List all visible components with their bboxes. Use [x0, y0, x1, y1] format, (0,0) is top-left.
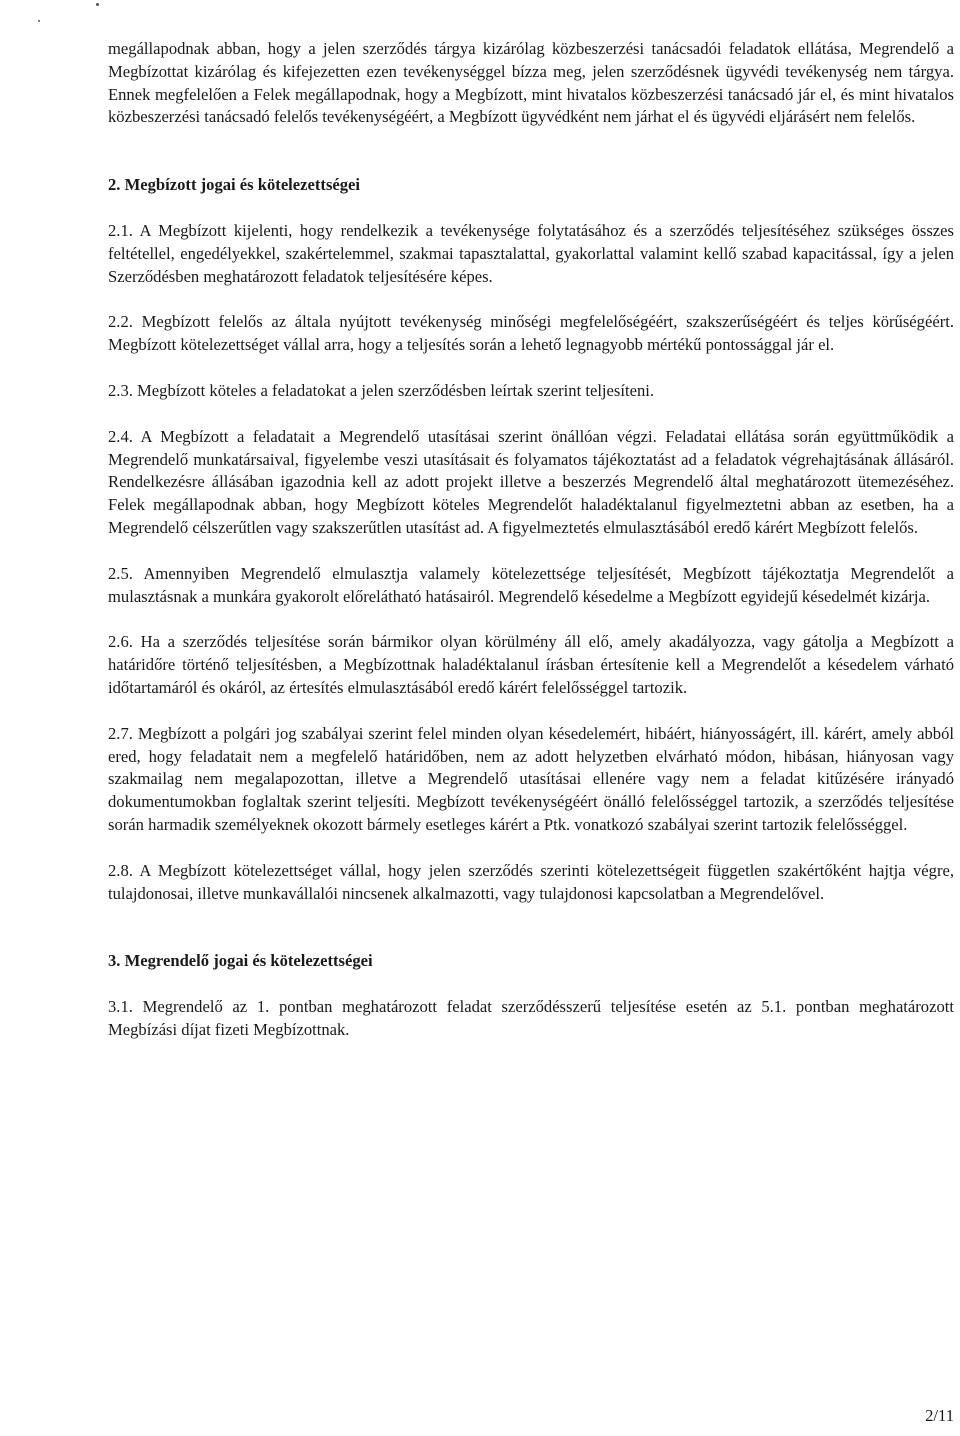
scan-speck-left	[38, 20, 40, 22]
page-number: 2/11	[925, 1406, 954, 1425]
clause-2-1: 2.1. A Megbízott kijelenti, hogy rendelkezik a tevékenysége folytatásához és a szerződés teljesítéséhez szükséges összes feltétellel, engedélyekkel, szakértelemmel, szakmai tapasztalattal, gyakorlattal valamint kellő szabad kapacitással, így a jelen Szerződésben meghatározott feladatok teljesítésére képes.	[108, 220, 954, 286]
spacer	[108, 403, 954, 426]
clause-2-7: 2.7. Megbízott a polgári jog szabályai szerint felel minden olyan késedelemért, hibáért, hiányosságért, ill. kárért, amely abból ered, hogy feladatait nem a megfelelő határidőben, nem az adott helyzetben elvárható módon, hibásan, hiányosan vagy szakmailag nem megalapozottan, illetve a Megrendelő utasításai ellenére vagy nem a feladat kitűzésére irányadó dokumentumokban foglaltak szerint teljesíti. Megbízott tevékenységéért önálló felelősséggel tartozik, a szerződés teljesítése során harmadik személyeknek okozott bármely esetleges kárért a Ptk. vonatkozó szabályai szerint tartozik felelősséggel.	[108, 723, 954, 834]
spacer	[108, 288, 954, 311]
spacer	[108, 357, 954, 380]
intro-paragraph: megállapodnak abban, hogy a jelen szerződés tárgya kizárólag közbeszerzési tanácsadói feladatok ellátása, Megrendelő a Megbízottat kizárólag és kifejezetten ezen tevékenységgel bízza meg, jelen szerződésnek ügyvédi tevékenység nem tárgya. Ennek megfelelően a Felek megállapodnak, hogy a Megbízott, mint hivatalos közbeszerzési tanácsadó jár el, és mint hivatalos közbeszerzési tanácsadó felelős tevékenységéért, a Megbízott ügyvédként nem járhat el és ügyvédi eljárásért nem felelős.	[108, 39, 954, 127]
clause-2-4: 2.4. A Megbízott a feladatait a Megrendelő utasításai szerint önállóan végzi. Feladatai ellátása során együttműködik a Megrendelő munkatársaival, figyelembe veszi utasításait és folyamatos tájékoztatást ad a feladatok végrehajtásának állásáról. Rendelkezésre állásában igazodnia kell az adott projekt illetve a beszerzés Megrendelő által meghatározott ütemezéséhez. Felek megállapodnak abban, hogy Megbízott köteles Megrendelőt haladéktalanul figyelmeztetni abban az esetben, ha a Megrendelő célszerűtlen vagy szakszerűtlen utasítást ad. A figyelmeztetés elmulasztásából eredő kárért Megbízott felelős.	[108, 426, 954, 537]
spacer	[108, 129, 954, 174]
scan-speck-top	[96, 3, 99, 6]
spacer	[108, 973, 954, 996]
section-2-title: 2. Megbízott jogai és kötelezettségei	[108, 175, 361, 195]
clause-2-3: 2.3. Megbízott köteles a feladatokat a jelen szerződésben leírtak szerint teljesíteni.	[108, 380, 654, 400]
clause-3-1: 3.1. Megrendelő az 1. pontban meghatározott feladat szerződésszerű teljesítése esetén az 5.1. pontban meghatározott Megbízási díjat fizeti Megbízottnak.	[108, 997, 954, 1039]
document-page	[108, 38, 954, 1042]
spacer	[108, 608, 954, 631]
clause-2-8: 2.8. A Megbízott kötelezettséget vállal, hogy jelen szerződés szerinti kötelezettségeit független szakértőként hajtja végre, tulajdonosai, illetve munkavállalói nincsenek alkalmazotti, vagy tulajdonosi kapcsolatban a Megrendelővel.	[108, 860, 954, 903]
section-3-title: 3. Megrendelő jogai és kötelezettségei	[108, 951, 373, 971]
spacer	[108, 540, 954, 563]
spacer	[108, 837, 954, 860]
spacer	[108, 700, 954, 723]
spacer	[108, 197, 954, 220]
spacer	[108, 905, 954, 950]
clause-2-2: 2.2. Megbízott felelős az általa nyújtott tevékenység minőségi megfelelőségéért, szakszerűségéért és teljes körűségéért. Megbízott kötelezettséget vállal arra, hogy a teljesítés során a lehető legnagyobb mértékű pontossággal jár el.	[108, 312, 954, 355]
clause-2-6: 2.6. Ha a szerződés teljesítése során bármikor olyan körülmény áll elő, amely akadályozza, vagy gátolja a Megbízott a határidőre történő teljesítésben, a Megbízottnak haladéktalanul írásban értesítenie kell a Megrendelőt a késedelem várható időtartamáról és okáról, az értesítés elmulasztásából eredő kárért felelősséggel tartozik.	[108, 632, 954, 697]
clause-2-5: 2.5. Amennyiben Megrendelő elmulasztja valamely kötelezettsége teljesítését, Megbízott tájékoztatja Megrendelőt a mulasztásnak a munkára gyakorolt előrelátható hatásairól. Megrendelő késedelme a Megbízott egyidejű késedelmét kizárja.	[108, 563, 954, 606]
